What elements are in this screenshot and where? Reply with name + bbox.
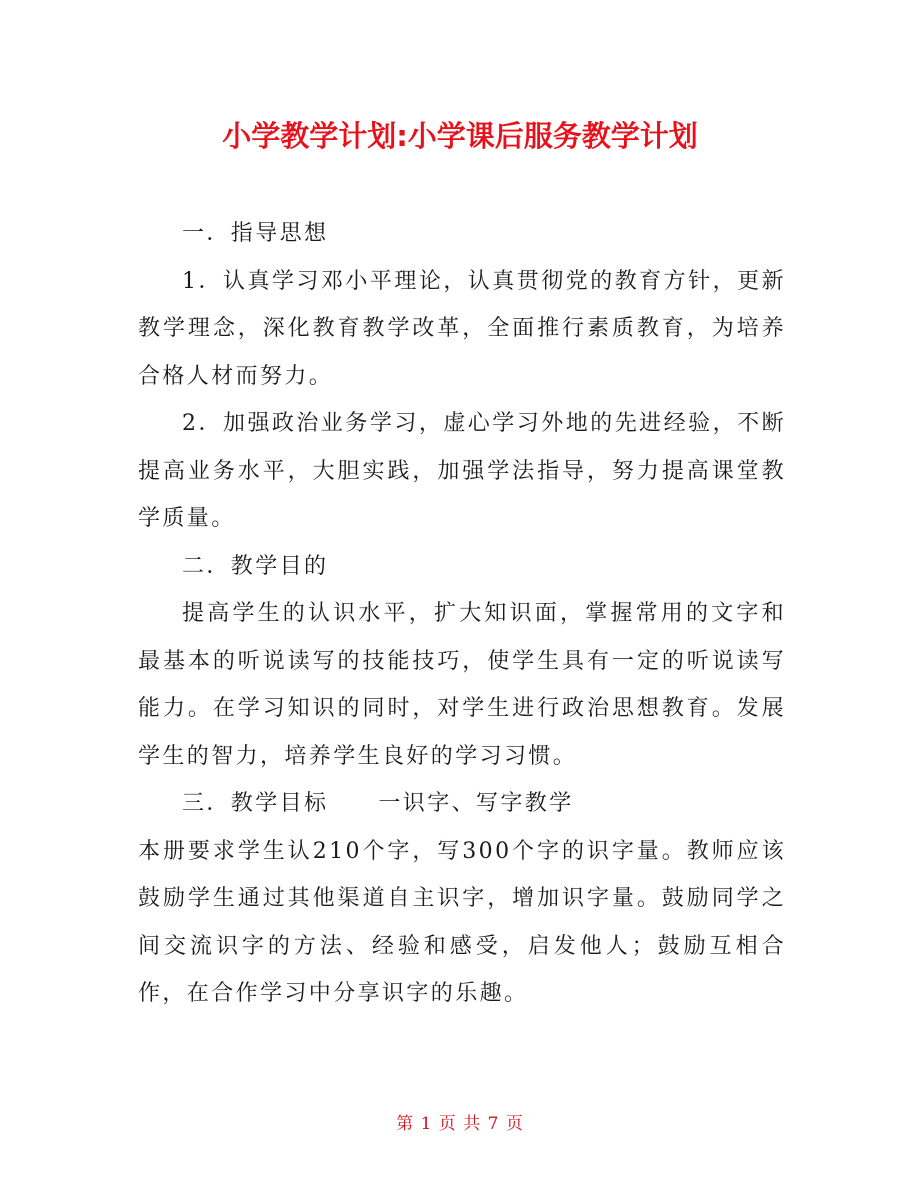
section-heading-teaching-purpose: 二．教学目的: [182, 553, 329, 579]
paragraph-literacy: 本册要求学生认210个字，写300个字的识字量。教师应该鼓励学生通过其他渠道自主识字，增加识字量。鼓励同学之间交流识字的方法、经验和感受，启发他人；鼓励互相合作，在合作学习中分享识字的乐趣。: [138, 838, 786, 1006]
paragraph-teaching-purpose: 提高学生的认识水平，扩大知识面，掌握常用的文字和最基本的听说读写的技能技巧，使学生具有一定的听说读写能力。在学习知识的同时，对学生进行政治思想教育。发展学生的智力，培养学生良好的学习习惯。: [138, 601, 786, 769]
paragraph-item-1: 1．认真学习邓小平理论，认真贯彻党的教育方针，更新教学理念，深化教育教学改革，全面推行素质教育，为培养合格人材而努力。: [138, 268, 786, 389]
page-number-footer: 第 1 页 共 7 页: [396, 1114, 524, 1134]
document-body: [138, 210, 786, 1018]
page-title: 小学教学计划:小学课后服务教学计划: [222, 119, 698, 153]
section-subheading: 一识字、写字教学: [378, 791, 574, 816]
section-heading-label: 三．教学目标: [182, 791, 329, 816]
section-heading-teaching-goals: [138, 780, 786, 828]
paragraph-item-2: 2．加强政治业务学习，虚心学习外地的先进经验，不断提高业务水平，大胆实践，加强学法指导，努力提高课堂教学质量。: [138, 411, 786, 531]
section-heading-guiding-ideology: 一．指导思想: [182, 221, 329, 246]
